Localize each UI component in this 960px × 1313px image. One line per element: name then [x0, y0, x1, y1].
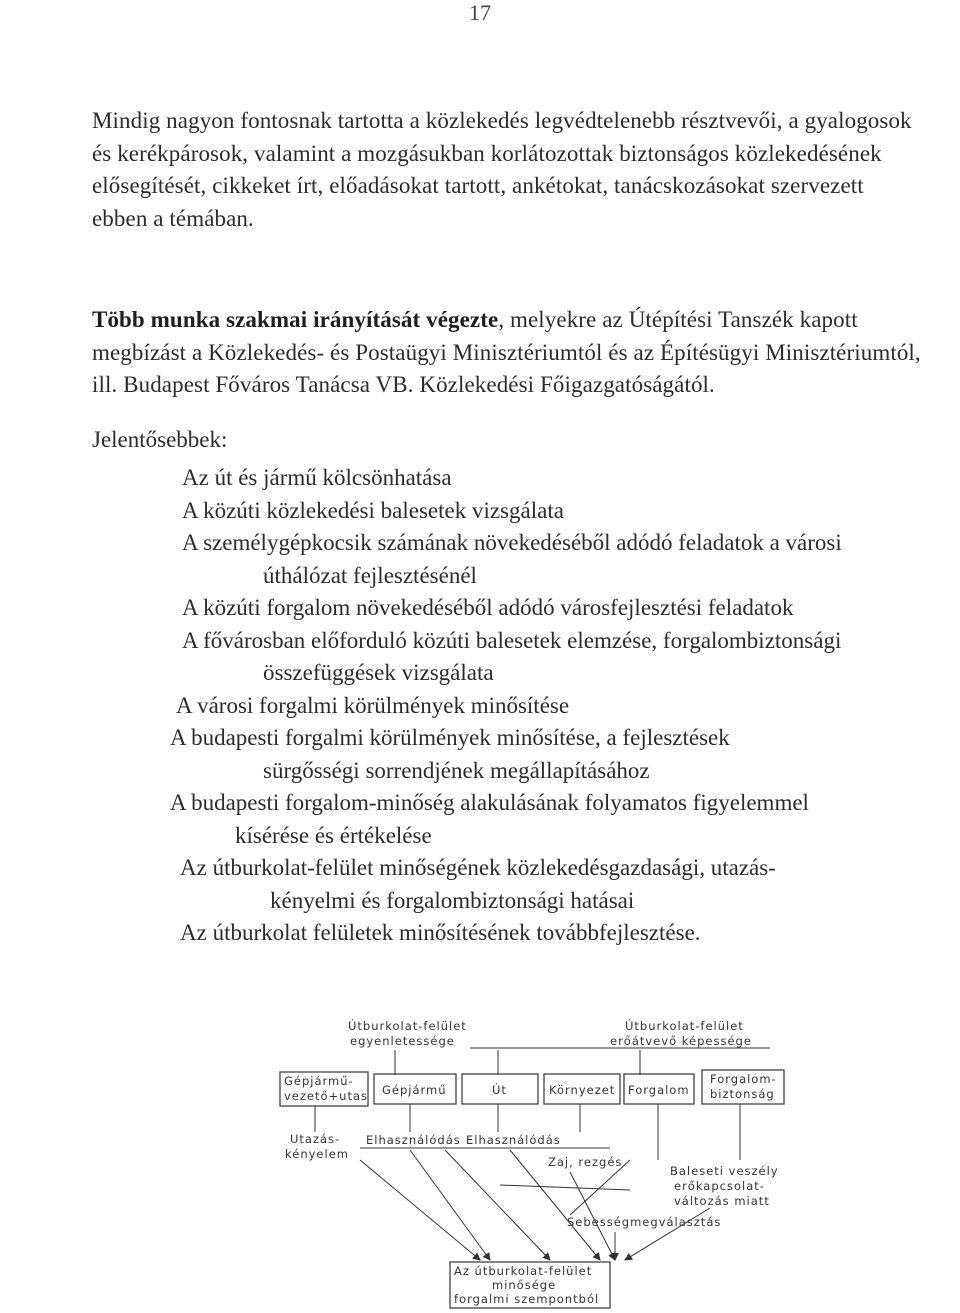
label-risk-3: változás miatt — [674, 1194, 770, 1208]
box-road-label: Út — [492, 1083, 507, 1097]
list-item: A személygépkocsik számának növekedéséből adódó feladatok a városi — [182, 530, 842, 555]
label-noise: Zaj, rezgés — [548, 1155, 623, 1169]
label-evenness-1: Útburkolat-felület — [348, 1019, 467, 1033]
box-traffic-label: Forgalom — [628, 1083, 690, 1097]
list-item: Az út és jármű kölcsönhatása — [182, 465, 452, 490]
list-item-continuation: sürgősségi sorrendjének megállapításához — [263, 757, 650, 783]
label-wear-road: Elhasználódás — [466, 1133, 561, 1147]
list-item-continuation: úthálózat fejlesztésénél — [263, 562, 477, 588]
list-item: A budapesti forgalmi körülmények minősítése, a fejlesztések — [170, 725, 730, 750]
box-quality-label-3: forgalmi szempontból — [454, 1292, 600, 1306]
box-quality-label-2: minősége — [492, 1278, 557, 1292]
page-number: 17 — [469, 0, 491, 25]
paragraph-line: ebben a témában. — [92, 205, 254, 231]
box-safety-label-2: biztonság — [710, 1087, 775, 1101]
label-comfort-1: Utazás- — [290, 1132, 341, 1146]
paragraph-line — [92, 304, 960, 337]
bold-lead: Több munka szakmai irányítását végezte — [92, 307, 499, 332]
arrow — [360, 1160, 480, 1260]
road-surface-diagram — [270, 1010, 810, 1310]
list-item: Az útburkolat felületek minősítésének továbbfejlesztése. — [180, 920, 701, 945]
paragraph-line: ill. Budapest Főváros Tanácsa VB. Közlekedési Főigazgatóságától. — [92, 372, 715, 397]
paragraph-line: és kerékpárosok, valamint a mozgásukban korlátozottak biztonságos közlekedésének — [92, 140, 882, 166]
lead-rest: , melyekre az Útépítési Tanszék kapott — [498, 307, 858, 332]
list-heading: Jelentősebbek: — [92, 427, 228, 452]
paragraph-line: elősegítését, cikkeket írt, előadásokat tartott, ankétokat, tanácskozásokat szervezett — [92, 173, 864, 198]
label-risk-2: erőkapcsolat- — [674, 1179, 765, 1193]
list-item: A közúti forgalom növekedéséből adódó városfejlesztési feladatok — [182, 595, 794, 620]
label-evenness-2: egyenletessége — [350, 1034, 455, 1048]
label-grip-1: Útburkolat-felület — [625, 1019, 744, 1033]
paragraph-line: Mindig nagyon fontosnak tartotta a közlekedés legvédtelenebb résztvevői, a gyalogosok — [92, 108, 912, 133]
label-wear-vehicle: Elhasználódás — [366, 1133, 461, 1147]
list-item: A budapesti forgalom-minőség alakulásának folyamatos figyelemmel — [170, 790, 809, 815]
box-driver-label-1: Gépjármű- — [284, 1074, 354, 1088]
list-item-continuation: kényelmi és forgalombiztonsági hatásai — [270, 887, 635, 913]
box-environment-label: Környezet — [549, 1083, 616, 1097]
box-safety-label-1: Forgalom- — [710, 1072, 777, 1086]
box-quality-label-1: Az útburkolat-felület — [454, 1264, 593, 1278]
paragraph-intro — [92, 105, 960, 235]
paragraph-line: megbízást a Közlekedés- és Postaügyi Minisztériumtól és az Építésügyi Minisztériumtól, — [92, 339, 921, 365]
list-item: Az útburkolat-felület minőségének közlekedésgazdasági, utazás- — [180, 855, 776, 880]
box-vehicle-label: Gépjármű — [382, 1083, 447, 1097]
paragraph-projects — [92, 304, 960, 402]
list-item: A fővárosban előforduló közúti balesetek elemzése, forgalombiztonsági — [182, 627, 842, 653]
label-grip-2: erőátvevő képessége — [610, 1034, 752, 1048]
list-item-continuation: összefüggések vizsgálata — [263, 660, 494, 685]
label-risk-1: Baleseti veszély — [670, 1164, 779, 1178]
arrow — [410, 1150, 490, 1260]
list-item: A közúti közlekedési balesetek vizsgálata — [182, 497, 564, 523]
list-item-continuation: kísérése és értékelése — [235, 822, 432, 848]
box-driver-label-2: vezető+utas — [284, 1089, 369, 1103]
label-comfort-2: kényelem — [285, 1147, 349, 1161]
label-speed: Sebességmegválasztás — [567, 1215, 722, 1229]
list-item: A városi forgalmi körülmények minősítése — [176, 692, 570, 718]
works-list — [0, 462, 960, 950]
connector-line — [500, 1185, 630, 1190]
